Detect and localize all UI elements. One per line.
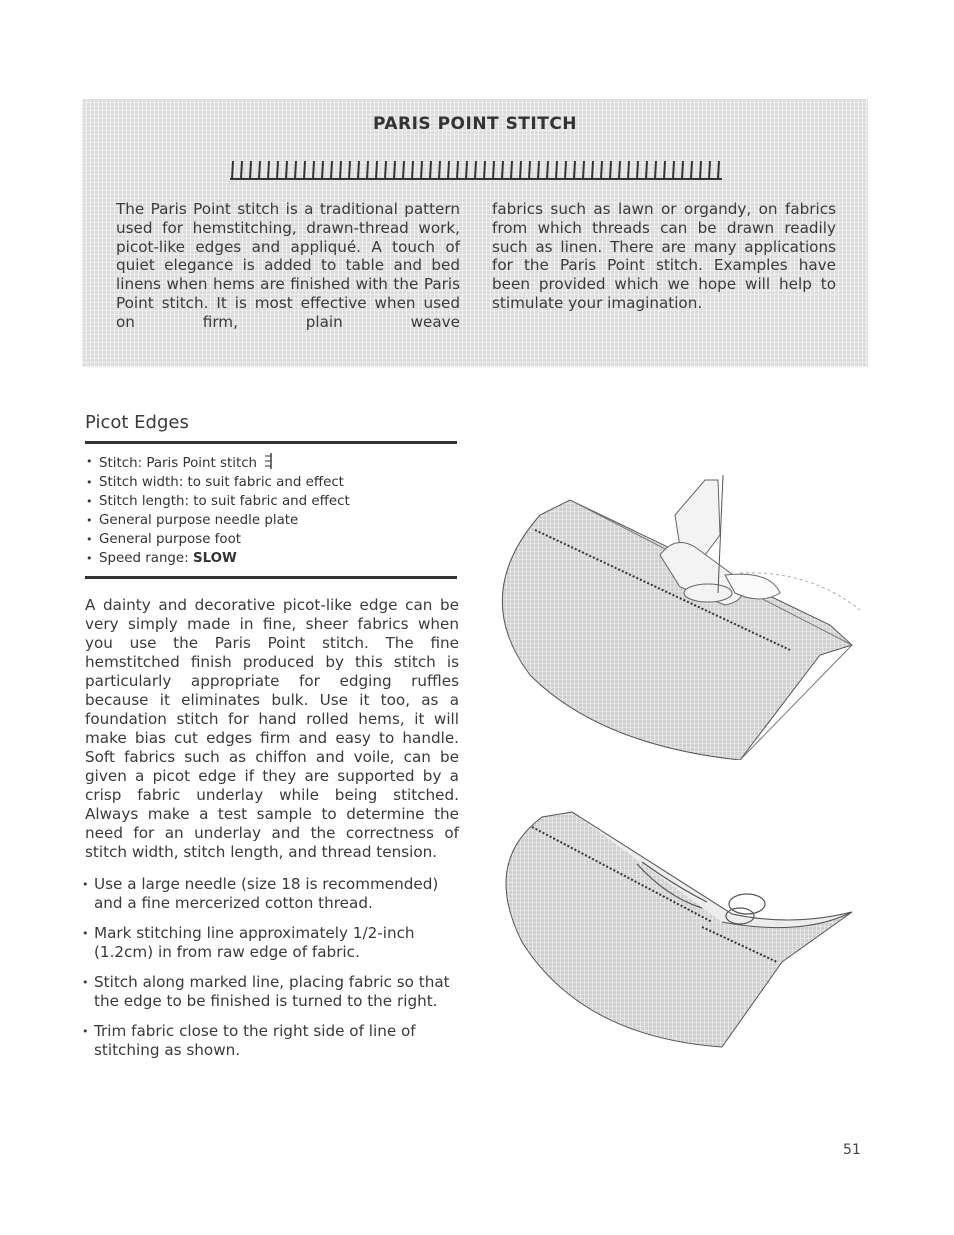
bullet-icon: •: [86, 552, 93, 565]
bullet-icon: •: [82, 976, 89, 989]
divider-bottom: [85, 576, 457, 579]
bullet-icon: •: [86, 533, 93, 546]
stitch-mark: [700, 161, 701, 179]
intro-text-col1: The Paris Point stitch is a traditional pattern used for hemstitching, drawn-thread work, picot-like edges and appliqué. A touch of quiet elegance is added to table and bed linens when hems are finished with the Paris Point stitch. It is most effective when used on firm, plain weave: [116, 200, 460, 331]
spec-list: [86, 452, 456, 568]
stitch-mark: [376, 161, 377, 179]
stitch-mark: [385, 161, 386, 179]
body-paragraph: A dainty and decorative picot-like edge can be very simply made in fine, sheer fabrics when you use the Paris Point stitch. The fine hemstitched finish produced by this stitch is particularly appropriate for edging ruffles because it eliminates bulk. Use it too, as a foundation stitch for hand rolled hems, it will make bias cut edges firm and easy to handle. Soft fabrics such as chiffon and voile, can be given a picot edge if they are supported by a crisp fabric underlay while being stitched. Always make a test sample to determine the need for an underlay and the correctness of stitch width, stitch length, and thread tension.: [85, 596, 459, 861]
stitch-mark: [547, 161, 548, 179]
stitch-mark: [673, 161, 674, 179]
stitch-mark: [655, 161, 656, 179]
bullet-icon: •: [82, 878, 89, 891]
stitch-mark: [538, 161, 539, 179]
step-item: • Use a large needle (size 18 is recommended) and a fine mercerized cotton thread.: [82, 875, 439, 912]
stitch-mark: [412, 161, 413, 179]
spec-foot: • General purpose foot: [86, 532, 242, 547]
stitch-mark: [340, 161, 341, 179]
bullet-icon: •: [86, 514, 93, 527]
stitch-mark: [331, 161, 332, 179]
bullet-icon: •: [82, 1025, 89, 1038]
intro-text-col2: fabrics such as lawn or organdy, on fabrics from which threads can be drawn readily such as linen. There are many applications for the Paris Point stitch. Examples have been provided which we hope will help to stimulate your imagination.: [492, 200, 836, 312]
stitch-mark: [664, 161, 665, 179]
stitch-mark: [628, 161, 629, 179]
fabric-trimming-illustration: [492, 802, 872, 1052]
stitch-mark: [322, 161, 323, 179]
stitch-mark: [493, 161, 494, 179]
step-item: • Mark stitching line approximately 1/2-inch (1.2cm) in from raw edge of fabric.: [82, 924, 415, 961]
stitch-mark: [403, 161, 404, 179]
stitch-mark: [349, 161, 350, 179]
spec-needle-plate: • General purpose needle plate: [86, 513, 299, 528]
bullet-icon: •: [86, 476, 93, 489]
stitch-mark: [439, 161, 440, 179]
stitch-mark: [574, 161, 575, 179]
stitch-mark: [646, 161, 647, 179]
intro-banner: [82, 99, 868, 367]
stitch-mark: [430, 161, 431, 179]
stitch-mark: [268, 161, 269, 179]
stitch-mark: [718, 161, 719, 179]
spec-speed: • Speed range: SLOW: [86, 551, 237, 566]
stitch-mark: [709, 161, 710, 179]
presser-foot-stitching-illustration: [490, 475, 870, 760]
bullet-icon: •: [82, 927, 89, 940]
stitch-mark: [592, 161, 593, 179]
stitch-mark: [619, 161, 620, 179]
stitch-mark: [565, 161, 566, 179]
stitch-mark: [637, 161, 638, 179]
stitch-mark: [367, 161, 368, 179]
stitch-mark: [610, 161, 611, 179]
stitch-mark: [583, 161, 584, 179]
spec-stitch: • Stitch: Paris Point stitch: [86, 452, 456, 473]
step-item: • Stitch along marked line, placing fabric so that the edge to be finished is turned to the right.: [82, 973, 450, 1010]
page-number: 51: [843, 1142, 861, 1158]
spec-stitch-length: • Stitch length: to suit fabric and effect: [86, 494, 350, 509]
stitch-mark: [511, 161, 512, 179]
stitch-mark: [601, 161, 602, 179]
stitch-mark: [556, 161, 557, 179]
stitch-mark: [304, 161, 305, 179]
stitch-mark: [394, 161, 395, 179]
stitch-mark: [232, 161, 233, 179]
stitch-mark: [241, 161, 242, 179]
paris-point-stitch-icon: [264, 452, 272, 470]
stitch-mark: [295, 161, 296, 179]
bullet-icon: •: [86, 495, 93, 508]
section-heading: Picot Edges: [85, 412, 189, 433]
stitch-mark: [466, 161, 467, 179]
stitch-mark: [691, 161, 692, 179]
step-item: • Trim fabric close to the right side of line of stitching as shown.: [82, 1022, 416, 1059]
stitch-mark: [277, 161, 278, 179]
instruction-steps: [82, 875, 457, 1071]
bullet-icon: •: [86, 455, 93, 468]
stitch-mark: [313, 161, 314, 179]
stitch-mark: [259, 161, 260, 179]
stitch-mark: [520, 161, 521, 179]
stitch-mark: [421, 161, 422, 179]
stitch-mark: [358, 161, 359, 179]
stitch-pattern-illustration: [230, 157, 722, 181]
stitch-mark: [475, 161, 476, 179]
stitch-mark: [286, 161, 287, 179]
page-title: PARIS POINT STITCH: [372, 114, 578, 134]
spec-stitch-width: • Stitch width: to suit fabric and effect: [86, 475, 344, 490]
stitch-mark: [529, 161, 530, 179]
divider-top: [85, 441, 457, 444]
stitch-mark: [448, 161, 449, 179]
stitch-mark: [457, 161, 458, 179]
stitch-mark: [250, 161, 251, 179]
stitch-mark: [682, 161, 683, 179]
stitch-mark: [502, 161, 503, 179]
stitch-mark: [484, 161, 485, 179]
